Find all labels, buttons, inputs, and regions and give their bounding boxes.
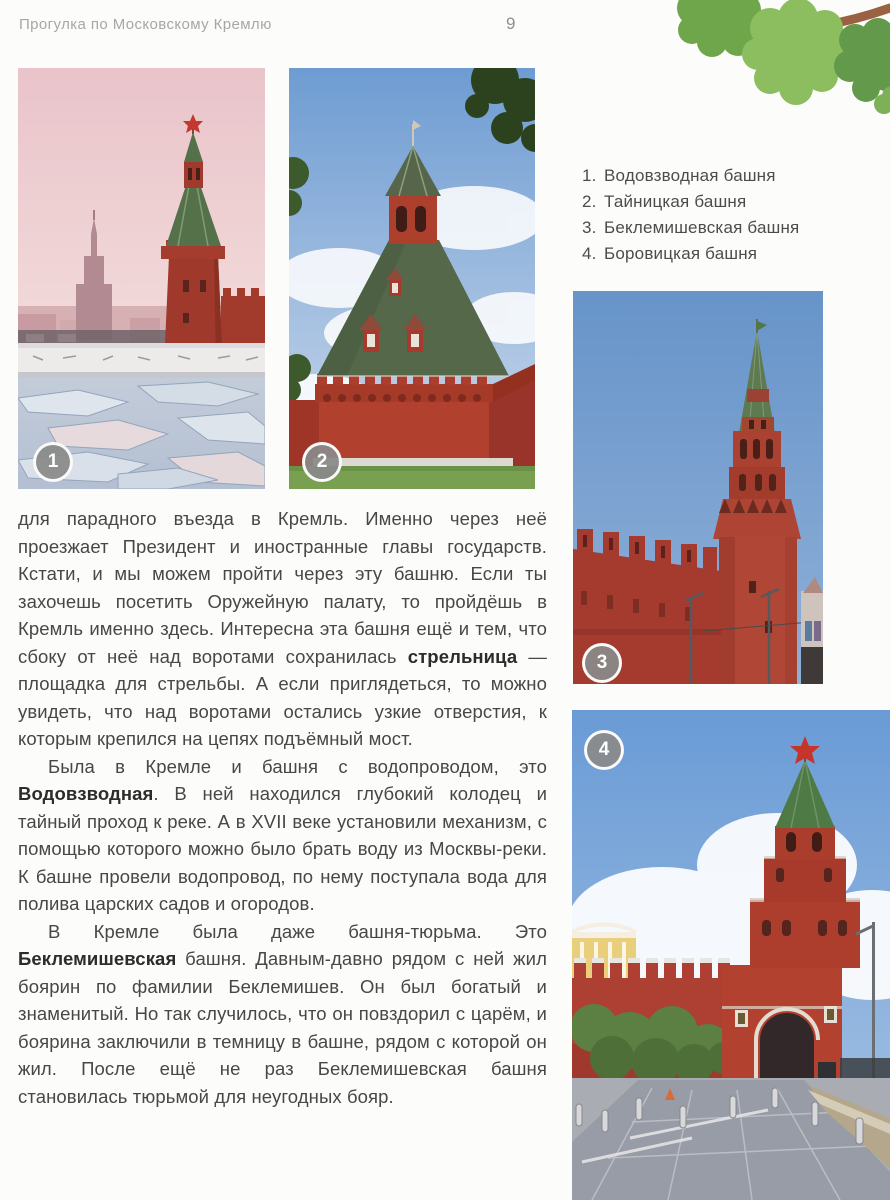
legend-item — [582, 215, 799, 241]
paragraph-gate-tower — [18, 505, 547, 753]
legend-item-label: Тайницкая башня — [604, 192, 747, 211]
legend-item — [582, 189, 799, 215]
bold-term-beklemishevskaya: Беклемишевская — [18, 948, 177, 969]
paragraph-text: для парадного въезда в Кремль. Именно через неё проезжает Президент и иностранные главы государств. Кстати, и мы можем пройти через эту башню. Если ты захочешь посетить Оружейную палату, то пройдёшь в Кремль именно здесь. Интересна эта башня ещё и тем, что сбоку от неё над воротами сохранилась — [18, 508, 547, 667]
legend-item-label: Беклемишевская башня — [604, 218, 800, 237]
tower-legend — [582, 163, 799, 267]
legend-item-label: Боровицкая башня — [604, 244, 758, 263]
legend-item-number: 2. — [582, 192, 597, 211]
legend-item-label: Водовзводная башня — [604, 166, 776, 185]
oak-leaves-decoration — [640, 0, 890, 125]
legend-item-number: 1. — [582, 166, 597, 185]
photo-4-illustration — [572, 710, 890, 1200]
photo-badge-3: 3 — [582, 643, 622, 683]
legend-item-number: 4. — [582, 244, 597, 263]
legend-item — [582, 241, 799, 267]
body-text — [18, 505, 547, 1110]
photo-borovitskaya — [572, 710, 890, 1200]
paragraph-text: В Кремле была даже башня-тюрьма. Это — [48, 920, 547, 942]
paragraph-text: — площадка для стрельбы. А если приглядеться, то можно увидеть, что над воротами остались узкие отверстия, к которым крепился на цепях подъёмный мост. — [18, 645, 547, 749]
page-number: 9 — [506, 14, 516, 33]
photo-badge-4: 4 — [584, 730, 624, 770]
legend-item — [582, 163, 799, 189]
bold-term-vodovzvodnaya: Водовзводная — [18, 783, 154, 804]
paragraph-text: башня. Давным-давно рядом с ней жил боярин по фамилии Беклемишев. Он был богатый и знаменитый. Но так случилось, что он повздорил с царём, и боярина заключили в темницу в башне, рядом с которой он жил. После ещё не раз Беклемишевская башня становилась тюрьмой для неугодных бояр. — [18, 948, 547, 1107]
photo-1-illustration — [18, 68, 265, 489]
running-title: Прогулка по Московскому Кремлю — [19, 16, 272, 33]
legend-item-number: 3. — [582, 218, 597, 237]
paragraph-text: . В ней находился глубокий колодец и тайный проход к реке. А в XVII веке установили механизм, с помощью которого можно было брать воду из Москвы-реки. К башне провели водопровод, по нему поступала вода для полива царских садов и огородов. — [18, 783, 547, 914]
oak-leaves-icon — [640, 0, 890, 125]
photo-vodovzvodnaya-winter — [18, 68, 265, 489]
photo-badge-2: 2 — [302, 442, 342, 482]
paragraph-text: Была в Кремле и башня с водопроводом, это — [48, 755, 547, 777]
photo-badge-1: 1 — [33, 442, 73, 482]
bold-term-strelnitsa: стрельница — [407, 645, 518, 667]
photo-3-illustration — [573, 291, 823, 684]
paragraph-vodovzvodnaya — [18, 753, 547, 918]
photo-tainitskaya — [289, 68, 535, 489]
paragraph-beklemishevskaya — [18, 918, 547, 1111]
photo-2-illustration — [289, 68, 535, 489]
photo-beklemishevskaya — [573, 291, 823, 684]
